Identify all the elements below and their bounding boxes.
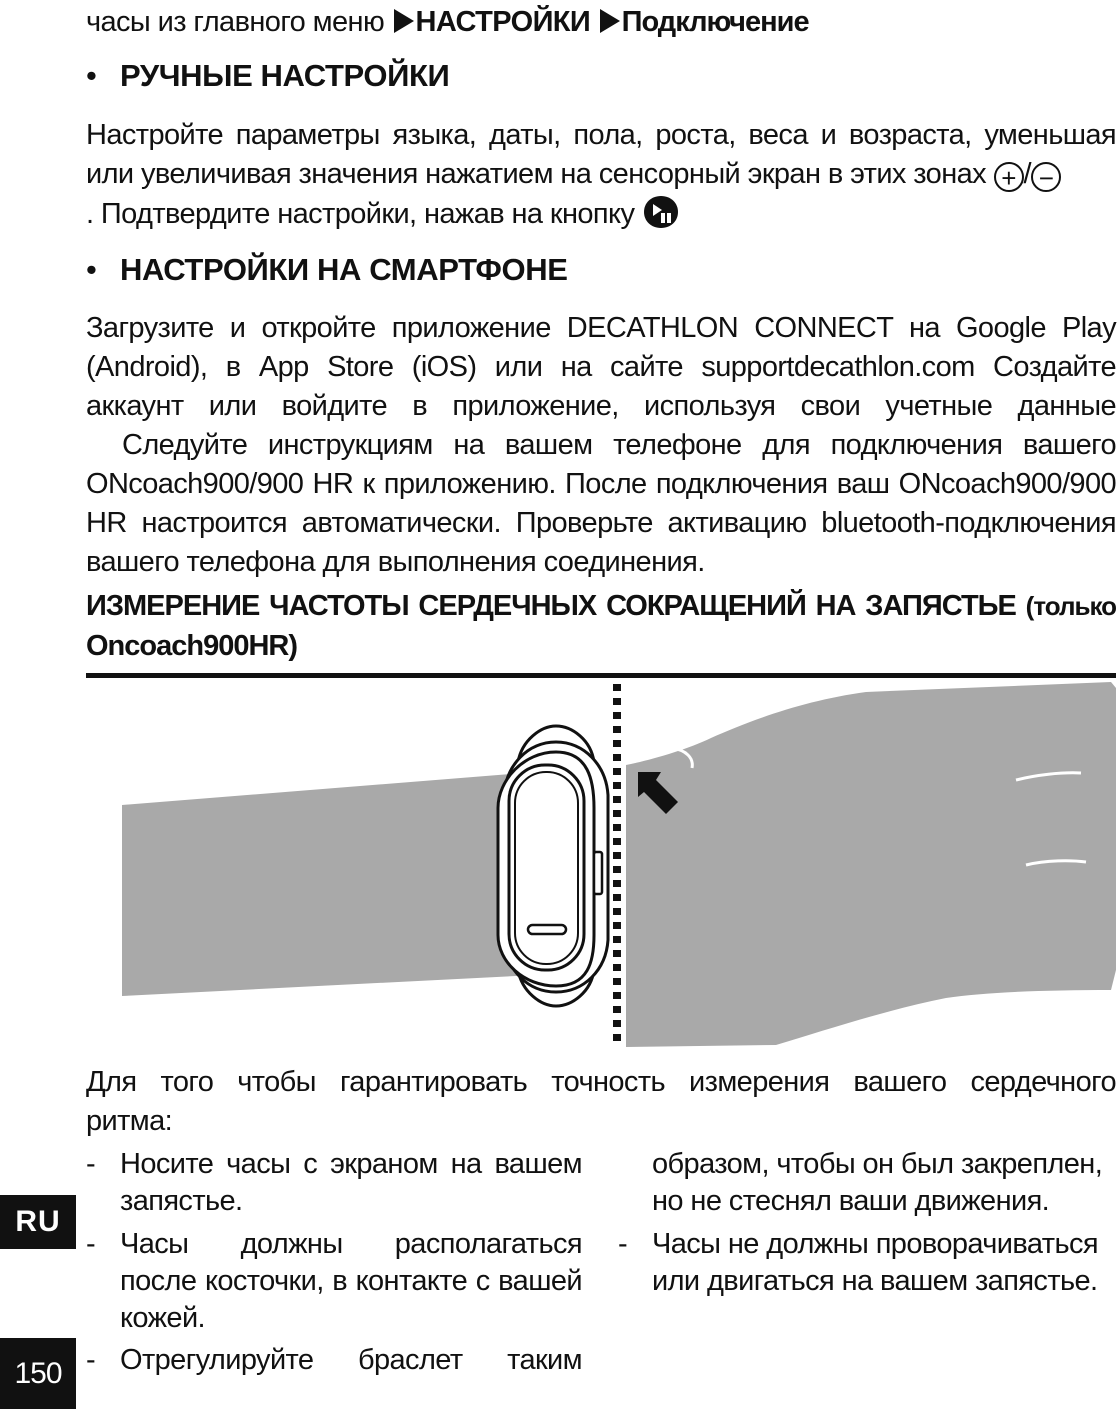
manual-line2 [86, 155, 1116, 193]
hr-section-title-line2: Oncoach900HR) [86, 630, 298, 662]
play-pause-button-icon [642, 194, 680, 230]
slash: / [1023, 158, 1031, 190]
list-line: Часы не должны проворачиваться [652, 1228, 1098, 1260]
smartphone-settings-heading [86, 252, 567, 288]
plus-zone-icon: + [994, 162, 1024, 192]
hr-title-note: (только [1025, 591, 1116, 621]
page-number: 150 [0, 1338, 76, 1409]
triangle-right-icon [392, 8, 416, 34]
list-line: но не стеснял ваши движения. [652, 1185, 1050, 1217]
minus-zone-icon: − [1031, 162, 1061, 192]
manual-line1: Настройте параметры языка, даты, пола, роста, веса и возраста, уменьшая [86, 119, 1116, 151]
list-line: кожей. [120, 1302, 206, 1334]
hr-section-title [86, 587, 1116, 625]
smartphone-line: Следуйте инструкциям на вашем телефоне для подключения вашего [122, 429, 1116, 461]
section-divider [86, 673, 1116, 678]
nav-connection: Подключение [621, 6, 809, 38]
top-prefix: часы из главного меню [86, 6, 392, 38]
nav-settings: НАСТРОЙКИ [415, 6, 591, 38]
manual-settings-heading [86, 58, 449, 94]
bullet: • [86, 252, 97, 287]
intro-line2: ритма: [86, 1105, 173, 1137]
language-tab: RU [0, 1195, 76, 1249]
list-line: Носите часы с экраном на вашем [120, 1148, 582, 1180]
bullet: • [86, 58, 97, 93]
list-item [86, 1342, 586, 1382]
list-line: Отрегулируйте браслет таким [120, 1344, 582, 1376]
list-item [618, 1146, 1118, 1226]
list-dash: - [86, 1344, 96, 1376]
hr-title-text: ИЗМЕРЕНИЕ ЧАСТОТЫ СЕРДЕЧНЫХ СОКРАЩЕНИЙ НА ЗАПЯСТЬЕ [86, 590, 1016, 622]
list-item [86, 1226, 586, 1346]
list-dash: - [86, 1228, 96, 1260]
smartphone-line: аккаунт или войдите в приложение, используя свои учетные данные [86, 390, 1116, 422]
list-dash: - [86, 1148, 96, 1180]
manual-line3 [86, 194, 680, 233]
hand [626, 682, 1116, 1047]
list-line: после косточки, в контакте с вашей [120, 1265, 582, 1297]
list-line: запястье. [120, 1185, 243, 1217]
smartphone-line: ONcoach900/900 HR к приложению. После подключения ваш ONcoach900/900 [86, 468, 1116, 500]
smartphone-heading-text: НАСТРОЙКИ НА СМАРТФОНЕ [120, 252, 568, 287]
smartphone-line: Загрузите и откройте приложение DECATHLON CONNECT на Google Play [86, 312, 1116, 344]
wrist-illustration [86, 680, 1119, 1052]
list-line: Часы должны располагаться [120, 1228, 582, 1260]
triangle-right-icon [598, 8, 622, 34]
intro-line1: Для того чтобы гарантировать точность измерения вашего сердечного [86, 1066, 1116, 1098]
list-line: или двигаться на вашем запястье. [652, 1265, 1098, 1297]
watch-device [498, 726, 608, 1006]
list-item [86, 1146, 586, 1226]
smartphone-line: HR настроится автоматически. Проверьте активацию bluetooth-подключения [86, 507, 1116, 539]
manual-line3-text: . Подтвердите настройки, нажав на кнопку [86, 198, 635, 230]
list-line: образом, чтобы он был закреплен, [652, 1148, 1103, 1180]
manual-heading-text: РУЧНЫЕ НАСТРОЙКИ [120, 58, 450, 93]
forearm [122, 772, 536, 996]
top-menu-path [86, 3, 809, 41]
smartphone-line: вашего телефона для выполнения соединения. [86, 546, 705, 578]
manual-line2-text: или увеличивая значения нажатием на сенсорный экран в этих зонах [86, 158, 987, 190]
list-dash: - [618, 1228, 628, 1260]
list-item [618, 1226, 1118, 1306]
smartphone-line: (Android), в App Store (iOS) или на сайте supportdecathlon.com Создайте [86, 351, 1116, 383]
